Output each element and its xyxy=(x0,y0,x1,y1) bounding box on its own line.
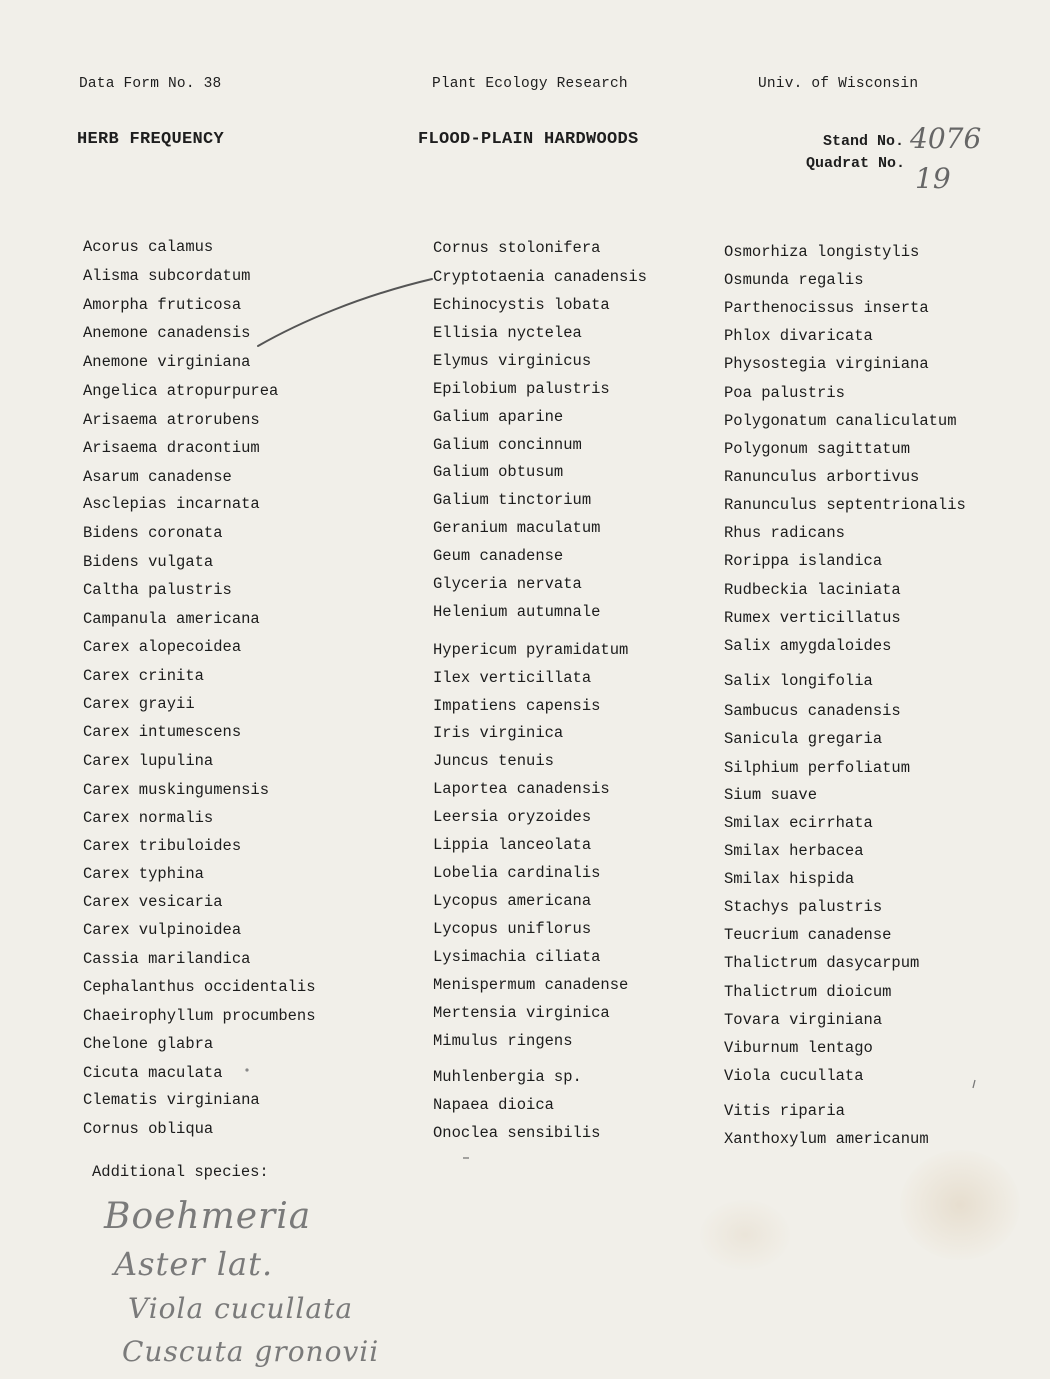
species-name: Smilax ecirrhata xyxy=(724,814,873,832)
community-title: FLOOD-PLAIN HARDWOODS xyxy=(418,130,639,149)
university-name: Univ. of Wisconsin xyxy=(758,76,919,92)
species-name: Carex muskingumensis xyxy=(83,781,270,799)
species-name: Carex typhina xyxy=(83,865,204,883)
species-name: Asclepias incarnata xyxy=(83,495,260,513)
species-name: Osmorhiza longistylis xyxy=(724,243,920,261)
species-name: Xanthoxylum americanum xyxy=(724,1130,929,1148)
species-name: Galium tinctorium xyxy=(433,491,592,509)
handwritten-species: Aster lat. xyxy=(114,1245,274,1283)
species-name: Cornus obliqua xyxy=(83,1120,214,1138)
handwritten-species: Viola cucullata xyxy=(128,1292,354,1325)
additional-species-label: Additional species: xyxy=(92,1163,269,1181)
handwritten-species: Boehmeria xyxy=(104,1196,312,1237)
species-name: Anemone canadensis xyxy=(83,324,251,342)
species-name: Carex alopecoidea xyxy=(83,638,242,656)
species-name: Smilax herbacea xyxy=(724,842,864,860)
species-name: Galium concinnum xyxy=(433,436,582,454)
species-name: Sambucus canadensis xyxy=(724,702,901,720)
species-name: Rumex verticillatus xyxy=(724,609,901,627)
species-name: Menispermum canadense xyxy=(433,976,629,994)
species-name: Sium suave xyxy=(724,786,818,804)
species-name: Mimulus ringens xyxy=(433,1032,573,1050)
species-name: Galium obtusum xyxy=(433,463,564,481)
species-name: Rhus radicans xyxy=(724,524,845,542)
species-name: Campanula americana xyxy=(83,610,260,628)
species-name: Acorus calamus xyxy=(83,238,214,256)
species-name: Salix amygdaloides xyxy=(724,637,892,655)
species-name: Tovara virginiana xyxy=(724,1011,883,1029)
species-name: Lobelia cardinalis xyxy=(433,864,601,882)
species-name: Stachys palustris xyxy=(724,898,883,916)
species-name: Carex tribuloides xyxy=(83,837,242,855)
species-name: Bidens vulgata xyxy=(83,553,214,571)
species-name: Ilex verticillata xyxy=(433,669,592,687)
species-name: Rorippa islandica xyxy=(724,552,883,570)
species-name: Thalictrum dioicum xyxy=(724,983,892,1001)
species-name: Arisaema atrorubens xyxy=(83,411,260,429)
quadrat-number-label: Quadrat No. xyxy=(806,155,906,172)
form-title: HERB FREQUENCY xyxy=(77,130,225,149)
handwritten-species: Cuscuta gronovii xyxy=(122,1335,380,1368)
species-name: Galium aparine xyxy=(433,408,564,426)
species-name: Ellisia nyctelea xyxy=(433,324,582,342)
species-name: Echinocystis lobata xyxy=(433,296,610,314)
species-name: Leersia oryzoides xyxy=(433,808,592,826)
species-name: Vitis riparia xyxy=(724,1102,845,1120)
species-name: Smilax hispida xyxy=(724,870,855,888)
species-name: Lycopus uniflorus xyxy=(433,920,592,938)
species-name: Bidens coronata xyxy=(83,524,223,542)
species-name: Cassia marilandica xyxy=(83,950,251,968)
species-name: Carex vesicaria xyxy=(83,893,223,911)
species-name: Geranium maculatum xyxy=(433,519,601,537)
species-name: Viburnum lentago xyxy=(724,1039,873,1057)
species-name: Ranunculus septentrionalis xyxy=(724,496,966,514)
species-name: Cryptotaenia canadensis xyxy=(433,268,647,286)
species-name: Arisaema dracontium xyxy=(83,439,260,457)
quadrat-number-value: 19 xyxy=(915,162,951,195)
species-name: Physostegia virginiana xyxy=(724,355,929,373)
species-name: Onoclea sensibilis xyxy=(433,1124,601,1142)
species-name: Poa palustris xyxy=(724,384,845,402)
species-name: Salix longifolia xyxy=(724,672,873,690)
species-name: Alisma subcordatum xyxy=(83,267,251,285)
species-name: Carex vulpinoidea xyxy=(83,921,242,939)
species-name: Iris virginica xyxy=(433,724,564,742)
species-name: Carex intumescens xyxy=(83,723,242,741)
species-name: Rudbeckia laciniata xyxy=(724,581,901,599)
species-name: Polygonatum canaliculatum xyxy=(724,412,957,430)
species-name: Impatiens capensis xyxy=(433,697,601,715)
species-name: Angelica atropurpurea xyxy=(83,382,279,400)
species-name: Osmunda regalis xyxy=(724,271,864,289)
species-name: Polygonum sagittatum xyxy=(724,440,911,458)
species-name: Amorpha fruticosa xyxy=(83,296,242,314)
species-name: Mertensia virginica xyxy=(433,1004,610,1022)
species-name: Lippia lanceolata xyxy=(433,836,592,854)
species-name: Carex crinita xyxy=(83,667,204,685)
stand-number-value: 4076 xyxy=(910,122,982,155)
species-name: Juncus tenuis xyxy=(433,752,554,770)
species-name: Parthenocissus inserta xyxy=(724,299,929,317)
research-title: Plant Ecology Research xyxy=(432,76,628,92)
species-name: Thalictrum dasycarpum xyxy=(724,954,920,972)
species-name: Hypericum pyramidatum xyxy=(433,641,629,659)
stand-number-label: Stand No. xyxy=(823,133,905,150)
species-name: Anemone virginiana xyxy=(83,353,251,371)
species-name: Ranunculus arbortivus xyxy=(724,468,920,486)
species-name: Phlox divaricata xyxy=(724,327,873,345)
species-name: Asarum canadense xyxy=(83,468,232,486)
species-name: Carex grayii xyxy=(83,695,195,713)
species-name: Napaea dioica xyxy=(433,1096,554,1114)
species-name: Carex normalis xyxy=(83,809,214,827)
species-name: Carex lupulina xyxy=(83,752,214,770)
species-name: Silphium perfoliatum xyxy=(724,759,911,777)
species-name: Muhlenbergia sp. xyxy=(433,1068,582,1086)
form-number: Data Form No. 38 xyxy=(79,76,222,92)
species-name: Clematis virginiana xyxy=(83,1091,260,1109)
species-name: Helenium autumnale xyxy=(433,603,601,621)
species-name: Cephalanthus occidentalis xyxy=(83,978,316,996)
species-name: Laportea canadensis xyxy=(433,780,610,798)
species-name: Glyceria nervata xyxy=(433,575,582,593)
species-name: Cicuta maculata xyxy=(83,1064,223,1082)
species-name: Geum canadense xyxy=(433,547,564,565)
species-name: Elymus virginicus xyxy=(433,352,592,370)
species-name: Teucrium canadense xyxy=(724,926,892,944)
species-name: Lycopus americana xyxy=(433,892,592,910)
species-name: Chaeirophyllum procumbens xyxy=(83,1007,316,1025)
species-name: Viola cucullata xyxy=(724,1067,864,1085)
species-name: Lysimachia ciliata xyxy=(433,948,601,966)
species-name: Cornus stolonifera xyxy=(433,239,601,257)
species-name: Caltha palustris xyxy=(83,581,232,599)
species-name: Epilobium palustris xyxy=(433,380,610,398)
species-name: Chelone glabra xyxy=(83,1035,214,1053)
species-name: Sanicula gregaria xyxy=(724,730,883,748)
